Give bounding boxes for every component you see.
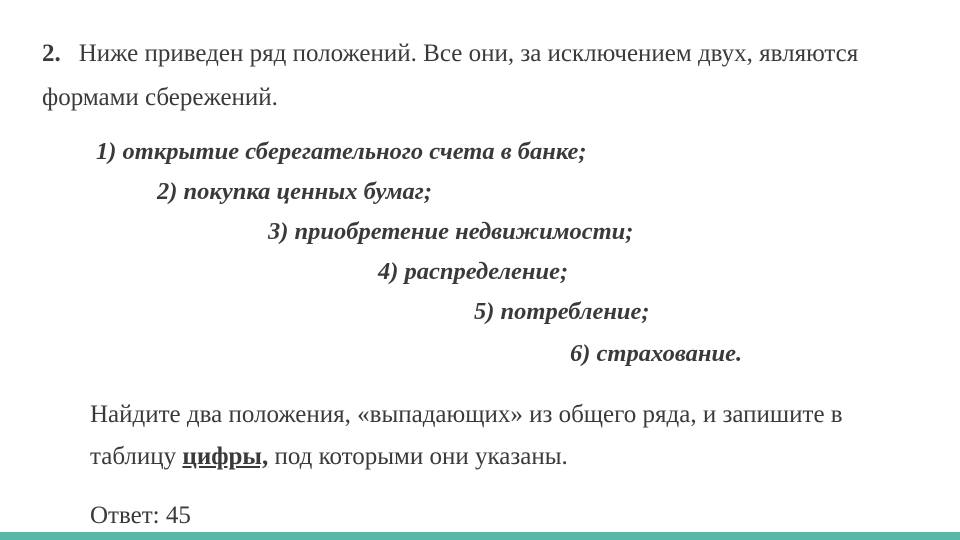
- option-5: 5) потребление;: [474, 298, 650, 325]
- option-3: 3) приобретение недвижимости;: [268, 218, 634, 245]
- question-block: [42, 32, 922, 120]
- question-number: 2.: [42, 40, 61, 67]
- option-6: 6) страхование.: [570, 340, 743, 367]
- option-2: 2) покупка ценных бумаг;: [157, 178, 432, 205]
- task-instructions: [90, 394, 910, 478]
- task-emphasis: цифры,: [182, 443, 269, 470]
- task-text-after: под которыми они указаны.: [268, 443, 568, 470]
- answer-text: Ответ: 45: [90, 502, 191, 529]
- option-4: 4) распределение;: [378, 258, 569, 285]
- task-text-before: Найдите два положения, «выпадающих» из общего ряда, и запишите в таблицу: [90, 401, 843, 470]
- question-text: Ниже приведен ряд положений. Все они, за исключением двух, являются формами сбережений.: [42, 40, 859, 111]
- option-1: 1) открытие сберегательного счета в банке;: [96, 138, 587, 165]
- bottom-accent-bar: [0, 532, 960, 540]
